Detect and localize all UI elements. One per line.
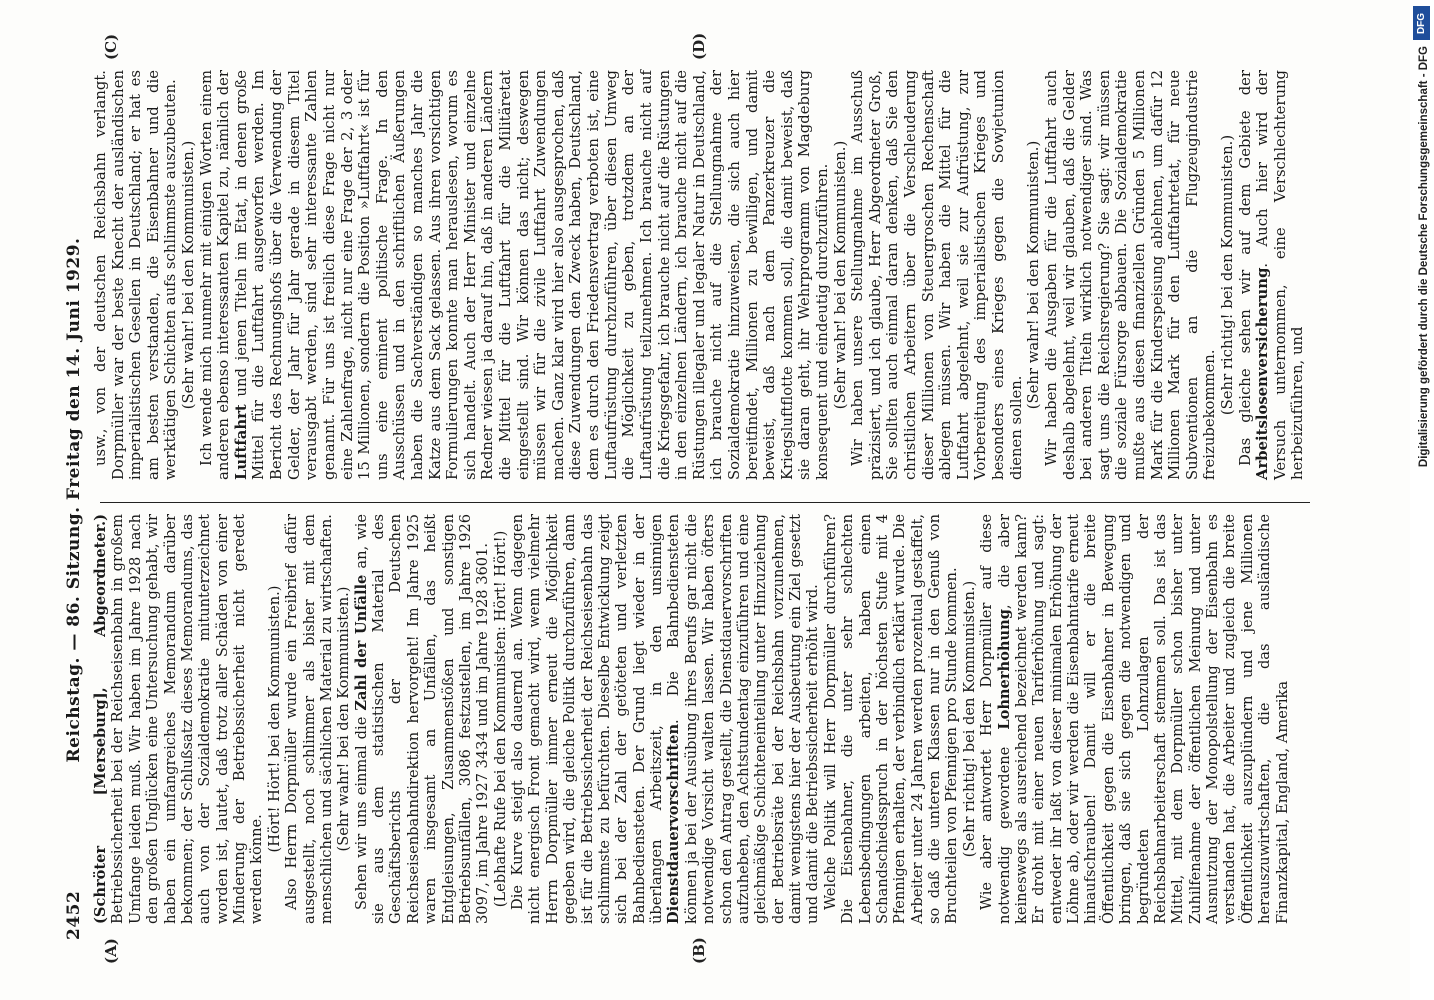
paragraph-text: . Die Bahnbediensteten können ja bei der Ausübung ihres Berufs gar nicht die notwendige Vorsicht walten lassen. Wir haben öfters schon den Antrag gestellt, die Dienstdauervorschriften aufzuheben, den Achtstundentag einzuführen und eine gleichmäßige Schichteneinteilung unter Hinzuziehung der Betriebsräte bei der Reichsbahn vorzunehmen, damit wenigstens hier der Ausbeutung ein Ziel gesetzt und damit die Betriebssicherheit erhöht wird. [665, 514, 822, 924]
emphasized-term: Zahl der Unfälle [352, 574, 370, 711]
paragraph [509, 514, 822, 924]
paragraph-text: Wie aber antwortet Herr Dorpmüller auf diese notwendig gewordene [978, 514, 1013, 924]
interjection: (Sehr wahr! bei den Kommunisten.) [335, 586, 353, 852]
paragraph: Wir haben unsere Stellungnahme im Ausschuß präzisiert, und ich glaube, Herr Abgeordneter Groß, Sie sollten auch einmal daran denken, daß Sie den christlichen Arbeitern über die Verschleuderung dieser Millionen von Steuergroschen Rechenschaft ablegen müssen. Wir haben die Mittel für die Luftfahrt abgelehnt, weil sie zur Aufrüstung, zur Vorbereitung des imperialistischen Krieges und besonders eines Krieges gegen die Sowjetunion dienen sollen. [849, 70, 1025, 480]
paragraph-text: und jenen Titeln im Etat, in denen große Mittel für die Luftfahrt ausgeworfen werden. Im Bericht des Rechnungshofs über die Verwendung der Gelder, der Jahr für Jahr gerade in diesem Titel verausgabt werden, sind sehr interessante Zahlen genannt. Für uns ist freilich diese Frage nicht nur eine Zahlenfrage, nicht nur eine Frage der 2, 3 oder 15 Millionen, sondern die Position »Luftfahrt« ist für uns eine eminent politische Frage. In den Ausschüssen und in den schriftlichen Äußerungen haben die Sachverständigen so manches Jahr die Katze aus dem Sack gelassen. Aus ihren vorsichtigen Formulierungen konnte man herauslesen, worum es sich handelt. Auch der Herr Minister und einzelne Redner wiesen ja darauf hin, daß in anderen Ländern die Mittel für die Luftfahrt für die Militäretat eingestellt sind. Wir können das nicht; deswegen müssen wir für die zivile Luftfahrt Zuwendungen machen. Ganz klar wird hier also ausgesprochen, daß diese Zuwendungen den Zweck haben, Deutschland, dem es durch den Friedensvertrag verboten ist, eine Luftaufrüstung durchzuführen, über diesen Umweg die Möglichkeit zu geben, trotzdem an der Luftaufrüstung teilzunehmen. Ich brauche nicht auf die Kriegsgefahr, ich brauche nicht auf die Rüstungen in den einzelnen Ländern, ich brauche nicht auf die Rüstungen illegaler und legaler Natur in Deutschland, ich brauche nicht auf die Stellungnahme der Sozialdemokratie hinzuweisen, die sich auch hier bereitfindet, Millionen zu bewilligen, und damit beweist, daß nach dem Panzerkreuzer die Kriegsluftflotte kommen soll, die damit beweist, daß sie daran geht, ihr Wehrprogramm von Magdeburg konsequent und eindeutig durchzuführen. [232, 70, 831, 480]
interjection: (Sehr wahr! bei den Kommunisten.) [180, 140, 198, 410]
margin-mark-d: (D) [690, 32, 708, 60]
paragraph: Welche Politik will Herr Dorpmüller durchführen? Die Eisenbahner, die unter sehr schlechten Lebensbedingungen arbeiten, haben einen Schandschiedsspruch in der höchsten Stufe mit 4 Pfennigen erhalten, der verbindlich erklärt wurde. Die Arbeiter unter 24 Jahren werden prozentual gestaffelt, so daß die unteren Klassen nur in den Genuß von Bruchteilen von Pfennigen pro Stunde kommen. [821, 514, 961, 924]
speaker-name: (Schröter [Merseburg], Abgeordneter.) [92, 514, 109, 924]
paragraph-text: Ich wende mich nunmehr mit einigen Worten einem anderen ebenso interessanten Kapitel zu, nämlich der [197, 70, 233, 480]
emphasized-term: Arbeitslosenversicherung [1254, 267, 1272, 480]
credit-text: Digitalisierung gefördert durch die Deutsche Forschungsgemeinschaft - DFG [1418, 46, 1430, 468]
interjection: (Sehr wahr! bei den Kommunisten.) [1025, 140, 1043, 410]
right-column [92, 70, 1307, 480]
paragraph: Also Herrn Dorpmüller wurde ein Freibrief dafür ausgestellt, noch schlimmer als bisher mit dem menschlichen und sächlichen Material zu wirtschaften. [283, 514, 335, 924]
paragraph-text: an, wie sie aus dem statistischen Material des Geschäftsberichts der Deutschen Reichseisenbahndirektion hervorgeht! Im Jahre 1925 waren insgesamt an Unfällen, das heißt Entgleisungen, Zusammenstößen und sonstigen Betriebsunfällen, 3086 festzustellen, im Jahre 1926 3097, im Jahre 1927 3434 und im Jahre 1928 3601. [352, 513, 492, 924]
paragraph: usw., von der deutschen Reichsbahn verlangt. Dorpmüller war der beste Knecht der ausländischen imperialistischen Gesellen in Deutschland; er hat es am besten verstanden, die Eisenbahner und die werktätigen Schichten aufs schlimmste auszubeuten. [92, 70, 180, 480]
paragraph-text: Das gleiche sehen wir auf dem Gebiete der [1236, 70, 1254, 466]
paragraph [92, 514, 266, 924]
emphasized-term: Dienstdauervorschriften [665, 723, 683, 924]
paragraph [1237, 70, 1307, 480]
dfg-logo-text: DFG [1416, 12, 1428, 34]
emphasized-term: Luftfahrt [232, 404, 250, 480]
left-column [92, 514, 1291, 924]
page-number: 2452 [64, 890, 84, 940]
interjection: (Sehr wahr! bei den Kommunisten.) [831, 140, 849, 410]
margin-mark-b: (B) [690, 937, 708, 964]
digitization-credit [1410, 0, 1434, 1000]
paragraph-text: Betriebssicherheit bei der Reichseisenbahn in großem Umfange leiden muß. Wir haben im Jahre 1928 nach den großen Unglücken eine Untersuchung gehabt, wir haben ein umfangreiches Memorandum darüber bekommen; der Schlußsatz dieses Memorandums, das auch von der Sozialdemokratie mitunterzeichnet worden ist, lautet, daß trotz aller Schäden von einer Minderung der Betriebssicherheit nicht geredet werden könne. [109, 514, 266, 924]
running-head [64, 40, 94, 960]
paragraph-text: Sehen wir uns einmal die [352, 710, 370, 910]
paragraph: Wir haben die Ausgaben für die Luftfahrt auch deshalb abgelehnt, weil wir glauben, daß die Gelder bei anderen Titeln wirklich notwendiger sind. Was sagt uns die Reichsregierung? Sie sagt: wir müssen die soziale Fürsorge abbauen. Die Sozialdemokratie mußte aus diesen finanziellen Gründen 5 Millionen Mark für die Kinderspeisung ablehnen, um dafür 12 Millionen Mark für den Luftfahrtetat, für neue Subventionen an die Flugzeugindustrie freizubekommen. [1042, 70, 1219, 480]
emphasized-term: Lohnerhöhung [995, 609, 1013, 730]
margin-mark-c: (C) [102, 33, 120, 60]
column-divider [100, 502, 1310, 503]
margin-mark-a: (A) [102, 938, 120, 964]
paragraph-text: Die Kurve steigt also dauernd an. Wenn dagegen nicht energisch Front gemacht wird, wenn vielmehr Herrn Dorpmüller immer erneut die Möglichkeit gegeben wird, die gleiche Politik durchzuführen, dann ist für die Betriebssicherheit der Reichseisenbahn das schlimmste zu befürchten. Dieselbe Entwicklung zeigt sich bei der Zahl der getöteten und verletzten Bahnbediensteten. Der Grund liegt wieder in der überlangen Arbeitszeit, in den unsinnigen [509, 514, 665, 924]
interjection: (Hört! Hört! bei den Kommunisten.) [265, 585, 283, 853]
interjection: (Sehr richtig! bei den Kommunisten.) [960, 580, 978, 858]
paragraph [353, 514, 492, 924]
paragraph-text: . Auch hier wird der Versuch unternommen, eine Verschlechterung herbeizuführen, und [1254, 70, 1307, 480]
page-title: Reichstag. — 86. Sitzung. Freitag den 14. Juni 1929. [64, 237, 84, 763]
paragraph-text: , die aber keineswegs als ausreichend bezeichnet werden kann? Er droht mit einer neuen Tariferhöhung und sagt: entweder ihr laßt von dieser minimalen Erhöhung der Löhne ab, oder wir werden die Eisenbahntarife erneut hinaufschrauben! Damit will er die breite Öffentlichkeit gegen die Eisenbahner in Bewegung bringen, daß sie sich gegen die notwendigen und begründeten Lohnzulagen der Reichsbahnarbeiterschaft stemmen soll. Das ist das Mittel, mit dem Dorpmüller schon bisher unter Zuhilfenahme der öffentlichen Meinung und unter Ausnutzung der Monopolstellung der Eisenbahn es verstanden hat, die Arbeiter und zugleich die breite Öffentlichkeit auszuplündern und jene Millionen herauszuwirtschaften, die das ausländische Finanzkapital, England, Amerika [995, 514, 1291, 924]
paragraph [198, 70, 832, 480]
paragraph [978, 514, 1291, 924]
dfg-logo [1413, 6, 1430, 40]
interjection: (Lebhafte Rufe bei den Kommunisten: Hört! Hört!) [491, 530, 509, 908]
interjection: (Sehr richtig! bei den Kommunisten.) [1219, 134, 1236, 416]
